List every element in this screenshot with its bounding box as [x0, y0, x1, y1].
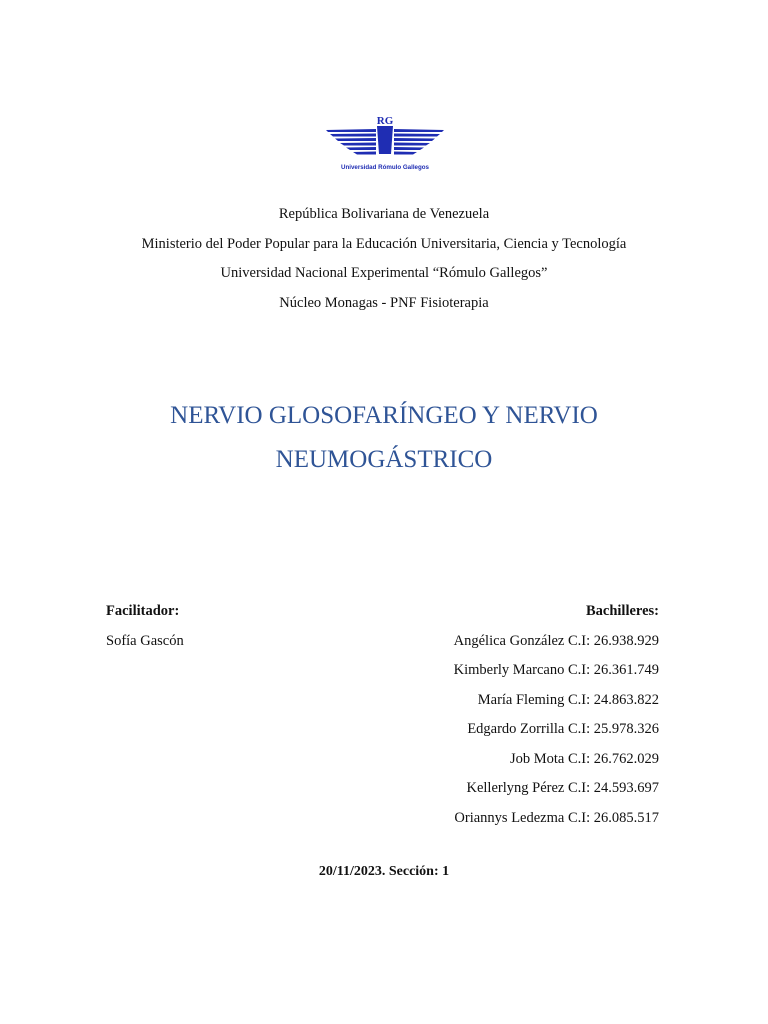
students-label: Bachilleres:	[585, 603, 659, 619]
institution-header	[0, 204, 768, 322]
header-line-country: República Bolivariana de Venezuela	[278, 206, 490, 222]
date-and-section: 20/11/2023. Sección: 1	[318, 864, 450, 879]
student-entry: Kellerlyng Pérez C.I: 24.593.697	[466, 780, 659, 796]
university-logo	[324, 112, 446, 174]
student-entry: Oriannys Ledezma C.I: 26.085.517	[454, 809, 659, 826]
logo-monogram: RG	[376, 115, 394, 127]
document-title	[0, 394, 768, 482]
winged-emblem-icon	[324, 112, 446, 174]
facilitator-section	[106, 601, 184, 660]
facilitator-label: Facilitador:	[106, 603, 180, 619]
header-line-campus: Núcleo Monagas - PNF Fisioterapia	[279, 294, 489, 311]
students-section	[454, 601, 659, 837]
facilitator-name: Sofía Gascón	[106, 632, 184, 649]
student-entry: Kimberly Marcano C.I: 26.361.749	[453, 662, 659, 678]
header-line-university: Universidad Nacional Experimental “Rómulo Gallegos”	[220, 265, 548, 281]
student-entry: María Fleming C.I: 24.863.822	[477, 691, 659, 708]
logo-caption: Universidad Rómulo Gallegos	[340, 164, 430, 171]
student-entry: Job Mota C.I: 26.762.029	[509, 750, 659, 767]
title-line-2: NEUMOGÁSTRICO	[275, 446, 493, 473]
student-entry: Edgardo Zorrilla C.I: 25.978.326	[467, 721, 659, 737]
header-line-ministry: Ministerio del Poder Popular para la Educación Universitaria, Ciencia y Tecnología	[141, 235, 627, 252]
title-line-1: NERVIO GLOSOFARÍNGEO Y NERVIO	[170, 402, 598, 429]
student-entry: Angélica González C.I: 26.938.929	[453, 632, 659, 649]
